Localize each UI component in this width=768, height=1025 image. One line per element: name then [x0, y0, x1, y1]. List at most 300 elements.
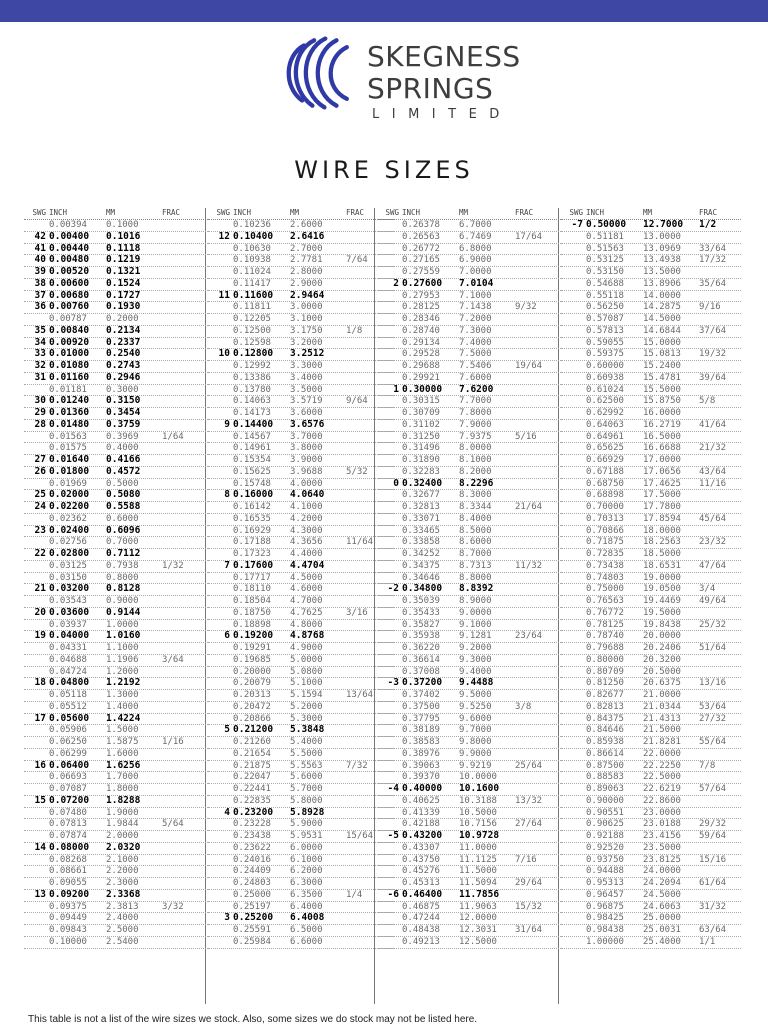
frac-cell: 39/64 — [699, 372, 727, 383]
inch-cell: 0.13780 — [233, 384, 271, 395]
table-row — [561, 291, 741, 303]
inch-cell: 0.10236 — [233, 220, 271, 230]
inch-cell: 0.02400 — [49, 524, 90, 536]
mm-cell: 8.8000 — [459, 572, 492, 583]
mm-cell: 23.8125 — [643, 854, 681, 865]
mm-cell: 5.3848 — [290, 724, 325, 736]
inch-cell: 0.59055 — [586, 337, 624, 348]
swg-cell: 40 — [34, 254, 46, 266]
inch-cell: 0.18750 — [233, 607, 271, 618]
swg-cell: 42 — [34, 230, 46, 242]
inch-cell: 0.78125 — [586, 619, 624, 630]
inch-cell: 0.88583 — [586, 772, 624, 783]
inch-cell: 0.12598 — [233, 337, 271, 348]
mm-cell: 0.1016 — [106, 230, 141, 242]
mm-cell: 1.1000 — [106, 643, 139, 653]
mm-cell: 8.6000 — [459, 537, 492, 548]
inch-cell: 0.07087 — [49, 784, 87, 794]
inch-cell: 0.43200 — [402, 830, 443, 841]
table-row — [24, 373, 210, 385]
frac-cell: 27/32 — [699, 713, 727, 724]
mm-cell: 1.5875 — [106, 737, 139, 747]
table-row — [208, 925, 394, 937]
mm-cell: 0.3969 — [106, 431, 139, 442]
swg-cell: 26 — [34, 465, 46, 477]
mm-cell: 8.3000 — [459, 490, 492, 501]
inch-cell: 0.20866 — [233, 713, 271, 724]
frac-cell: 15/64 — [346, 831, 374, 841]
table-row — [561, 655, 741, 667]
mm-cell: 4.8000 — [290, 619, 323, 630]
table-row — [377, 714, 563, 726]
inch-cell: 0.06250 — [49, 737, 87, 747]
table-row — [377, 349, 563, 361]
table-row — [208, 819, 394, 831]
mm-cell: 19.0000 — [643, 572, 681, 583]
table-row — [24, 702, 210, 714]
inch-cell: 0.02362 — [49, 513, 87, 524]
frac-cell: 45/64 — [699, 513, 727, 524]
mm-cell: 6.9000 — [459, 255, 492, 266]
inch-cell: 0.16000 — [233, 489, 274, 501]
inch-cell: 0.64961 — [586, 431, 624, 442]
mm-cell: 1.0160 — [106, 630, 141, 642]
mm-cell: 1.6000 — [106, 748, 139, 759]
mm-cell: 0.1321 — [106, 266, 141, 277]
inch-cell: 0.02200 — [49, 501, 90, 512]
mm-cell: 4.3000 — [290, 525, 323, 536]
table-row — [561, 526, 741, 538]
inch-cell: 0.37795 — [402, 713, 440, 724]
inch-cell: 0.40000 — [402, 783, 443, 794]
table-row — [377, 561, 563, 573]
inch-cell: 0.21260 — [233, 737, 271, 747]
header-mm: MM — [106, 208, 116, 217]
table-row — [24, 725, 210, 737]
inch-cell: 0.28740 — [402, 325, 440, 336]
mm-cell: 9.2000 — [459, 643, 492, 653]
mm-cell: 9.9000 — [459, 748, 492, 759]
table-row — [377, 796, 563, 808]
mm-cell: 13.4938 — [643, 255, 681, 266]
mm-cell: 8.7313 — [459, 560, 492, 571]
mm-cell: 3.7000 — [290, 431, 323, 442]
inch-cell: 0.70313 — [586, 513, 624, 524]
mm-cell: 8.3344 — [459, 502, 492, 512]
swg-cell: 2 — [393, 277, 399, 289]
table-row — [561, 279, 741, 291]
table-row — [208, 784, 394, 796]
mm-cell: 3.6576 — [290, 418, 325, 430]
inch-cell: 0.28346 — [402, 314, 440, 324]
inch-cell: 0.14400 — [233, 418, 274, 430]
table-row — [561, 831, 741, 843]
mm-cell: 0.2540 — [106, 348, 141, 360]
table-row — [561, 643, 741, 655]
table-row — [208, 255, 394, 267]
header-inch: INCH — [586, 208, 605, 217]
inch-cell: 0.36614 — [402, 654, 440, 665]
table-row — [377, 455, 563, 467]
inch-cell: 0.23438 — [233, 831, 271, 841]
mm-cell: 20.2406 — [643, 643, 681, 653]
wire-table-column — [561, 208, 741, 1004]
mm-cell: 6.4008 — [290, 912, 325, 924]
inch-cell: 0.12205 — [233, 314, 271, 324]
inch-cell: 0.00840 — [49, 324, 90, 336]
mm-cell: 18.2563 — [643, 537, 681, 548]
table-row — [377, 749, 563, 761]
inch-cell: 0.76772 — [586, 607, 624, 618]
table-row — [24, 314, 210, 326]
frac-cell: 41/64 — [699, 419, 727, 430]
mm-cell: 11.5000 — [459, 866, 497, 877]
mm-cell: 6.4000 — [290, 901, 323, 912]
inch-cell: 0.00400 — [49, 230, 90, 242]
brand-line-3: LIMITED — [372, 107, 512, 122]
table-row — [561, 314, 741, 326]
table-row — [377, 890, 563, 902]
inch-cell: 0.47244 — [402, 913, 440, 924]
inch-cell: 0.14173 — [233, 408, 271, 418]
mm-cell: 10.1600 — [459, 783, 500, 794]
mm-cell: 1.9000 — [106, 807, 139, 818]
inch-cell: 0.61024 — [586, 384, 624, 395]
table-row — [377, 866, 563, 878]
mm-cell: 24.6063 — [643, 901, 681, 912]
mm-cell: 3.4000 — [290, 372, 323, 383]
inch-cell: 0.75000 — [586, 584, 624, 595]
table-row — [561, 843, 741, 855]
mm-cell: 6.0000 — [290, 842, 323, 853]
inch-cell: 0.00394 — [49, 220, 87, 230]
inch-cell: 0.00760 — [49, 301, 90, 313]
table-row — [377, 220, 563, 232]
table-row — [561, 573, 741, 585]
inch-cell: 0.26563 — [402, 231, 440, 242]
inch-cell: 0.81250 — [586, 678, 624, 689]
inch-cell: 0.11600 — [233, 289, 274, 301]
mm-cell: 16.6688 — [643, 443, 681, 454]
mm-cell: 19.4469 — [643, 596, 681, 606]
inch-cell: 0.35827 — [402, 619, 440, 630]
mm-cell: 4.5000 — [290, 572, 323, 583]
inch-cell: 0.31496 — [402, 443, 440, 454]
table-row — [561, 913, 741, 925]
mm-cell: 7.7000 — [459, 396, 492, 407]
mm-cell: 4.3656 — [290, 537, 323, 548]
mm-cell: 2.0000 — [106, 831, 139, 841]
inch-cell: 0.37402 — [402, 690, 440, 700]
mm-cell: 15.0000 — [643, 337, 681, 348]
table-row — [377, 396, 563, 408]
table-row — [208, 690, 394, 702]
mm-cell: 6.7000 — [459, 220, 492, 230]
mm-cell: 20.6375 — [643, 678, 681, 689]
swg-cell: 11 — [218, 289, 230, 301]
mm-cell: 9.3000 — [459, 654, 492, 665]
mm-cell: 20.0000 — [643, 631, 681, 642]
table-row — [208, 596, 394, 608]
table-row — [208, 361, 394, 373]
inch-cell: 0.01575 — [49, 443, 87, 454]
inch-cell: 0.20000 — [233, 666, 271, 677]
table-row — [561, 255, 741, 267]
mm-cell: 2.9464 — [290, 289, 325, 301]
mm-cell: 9.7000 — [459, 725, 492, 736]
mm-cell: 17.0656 — [643, 466, 681, 477]
inch-cell: 0.35938 — [402, 631, 440, 642]
mm-cell: 2.9000 — [290, 278, 323, 289]
table-row — [561, 420, 741, 432]
inch-cell: 0.25197 — [233, 901, 271, 912]
wire-table-column — [377, 208, 563, 1004]
table-row — [24, 761, 210, 773]
frac-cell: 3/64 — [162, 654, 184, 665]
table-row — [377, 620, 563, 632]
table-row — [208, 937, 394, 949]
mm-cell: 4.6000 — [290, 584, 323, 595]
inch-cell: 0.14961 — [233, 443, 271, 454]
inch-cell: 0.23622 — [233, 842, 271, 853]
inch-cell: 0.07874 — [49, 831, 87, 841]
inch-cell: 0.03200 — [49, 583, 90, 595]
inch-cell: 0.04800 — [49, 677, 90, 689]
mm-cell: 13.0969 — [643, 243, 681, 254]
inch-cell: 0.01563 — [49, 431, 87, 442]
inch-cell: 0.07200 — [49, 794, 90, 806]
inch-cell: 0.23200 — [233, 806, 274, 818]
mm-cell: 6.1000 — [290, 854, 323, 865]
mm-cell: 6.8000 — [459, 243, 492, 254]
inch-cell: 0.68898 — [586, 490, 624, 501]
mm-cell: 15.2400 — [643, 361, 681, 371]
inch-cell: 0.08661 — [49, 866, 87, 877]
inch-cell: 0.40625 — [402, 795, 440, 806]
inch-cell: 0.51181 — [586, 231, 624, 242]
frac-cell: 61/64 — [699, 878, 727, 888]
table-row — [561, 220, 741, 232]
mm-cell: 2.7000 — [290, 243, 323, 254]
inch-cell: 0.12800 — [233, 348, 274, 360]
table-row — [208, 843, 394, 855]
mm-cell: 1.0000 — [106, 619, 139, 630]
mm-cell: 7.9000 — [459, 419, 492, 430]
mm-cell: 12.7000 — [643, 219, 684, 230]
frac-cell: 9/32 — [515, 302, 537, 313]
table-row — [561, 937, 741, 949]
mm-cell: 23.4156 — [643, 831, 681, 841]
table-row — [561, 737, 741, 749]
inch-cell: 0.21875 — [233, 760, 271, 771]
inch-cell: 0.09843 — [49, 925, 87, 935]
frac-cell: 5/64 — [162, 819, 184, 830]
table-row — [561, 232, 741, 244]
inch-cell: 0.82813 — [586, 701, 624, 712]
table-row — [561, 514, 741, 526]
inch-cell: 0.59375 — [586, 349, 624, 360]
mm-cell: 9.0000 — [459, 607, 492, 618]
inch-cell: 0.92188 — [586, 831, 624, 841]
swg-cell: 37 — [34, 289, 46, 301]
table-row — [24, 749, 210, 761]
frac-cell: 29/64 — [515, 878, 543, 888]
mm-cell: 3.2000 — [290, 337, 323, 348]
mm-cell: 5.9531 — [290, 831, 323, 841]
mm-cell: 22.6219 — [643, 784, 681, 794]
frac-cell: 57/64 — [699, 784, 727, 794]
swg-cell: 18 — [34, 677, 46, 689]
inch-cell: 0.34646 — [402, 572, 440, 583]
frac-cell: 25/32 — [699, 619, 727, 630]
table-row — [208, 878, 394, 890]
inch-cell: 0.00680 — [49, 289, 90, 301]
mm-cell: 24.5000 — [643, 889, 681, 900]
inch-cell: 0.37500 — [402, 701, 440, 712]
table-row — [208, 831, 394, 843]
mm-cell: 0.4000 — [106, 443, 139, 454]
table-row — [377, 878, 563, 890]
table-row — [561, 408, 741, 420]
frac-cell: 1/32 — [162, 560, 184, 571]
inch-cell: 0.01160 — [49, 371, 90, 383]
inch-cell: 0.68750 — [586, 478, 624, 489]
table-row — [377, 526, 563, 538]
mm-cell: 4.9000 — [290, 643, 323, 653]
table-row — [561, 373, 741, 385]
table-row — [208, 796, 394, 808]
mm-cell: 7.5000 — [459, 349, 492, 360]
inch-cell: 0.38189 — [402, 725, 440, 736]
mm-cell: 15.8750 — [643, 396, 681, 407]
mm-cell: 5.7000 — [290, 784, 323, 794]
inch-cell: 0.48438 — [402, 925, 440, 935]
inch-cell: 0.82677 — [586, 690, 624, 700]
inch-cell: 0.05906 — [49, 725, 87, 736]
table-row — [561, 267, 741, 279]
frac-cell: 63/64 — [699, 925, 727, 935]
frac-cell: 33/64 — [699, 243, 727, 254]
mm-cell: 0.9144 — [106, 606, 141, 618]
table-row — [24, 690, 210, 702]
inch-cell: 0.15625 — [233, 466, 271, 477]
table-row — [208, 584, 394, 596]
inch-cell: 0.09200 — [49, 888, 90, 900]
table-row — [377, 843, 563, 855]
inch-cell: 0.15354 — [233, 455, 271, 465]
frac-cell: 35/64 — [699, 278, 727, 289]
mm-cell: 8.5000 — [459, 525, 492, 536]
inch-cell: 0.39370 — [402, 772, 440, 783]
inch-cell: 0.27600 — [402, 277, 443, 289]
frac-cell: 13/32 — [515, 795, 543, 806]
mm-cell: 9.8000 — [459, 737, 492, 747]
table-row — [377, 432, 563, 444]
table-row — [561, 749, 741, 761]
frac-cell: 53/64 — [699, 701, 727, 712]
mm-cell: 21.0344 — [643, 701, 681, 712]
mm-cell: 10.0000 — [459, 772, 497, 783]
table-row — [24, 714, 210, 726]
swg-cell: 17 — [34, 712, 46, 724]
frac-cell: 11/32 — [515, 560, 543, 571]
table-row — [561, 432, 741, 444]
table-row — [377, 514, 563, 526]
mm-cell: 4.0640 — [290, 489, 325, 501]
inch-cell: 0.25984 — [233, 936, 271, 947]
table-row — [377, 267, 563, 279]
inch-cell: 1.00000 — [586, 936, 624, 947]
table-row — [24, 902, 210, 914]
frac-cell: 31/64 — [515, 925, 543, 935]
inch-cell: 0.26772 — [402, 243, 440, 254]
swg-cell: 16 — [34, 759, 46, 771]
table-row — [208, 890, 394, 902]
mm-cell: 2.3368 — [106, 888, 141, 900]
swg-cell: 34 — [34, 336, 46, 348]
mm-cell: 7.6200 — [459, 383, 494, 395]
mm-cell: 2.2000 — [106, 866, 139, 877]
frac-cell: 1/64 — [162, 431, 184, 442]
mm-cell: 0.8000 — [106, 572, 139, 583]
table-row — [561, 537, 741, 549]
swg-cell: 41 — [34, 242, 46, 254]
table-row — [208, 749, 394, 761]
wire-table-column — [208, 208, 394, 1004]
mm-cell: 19.8438 — [643, 619, 681, 630]
inch-cell: 0.96457 — [586, 889, 624, 900]
table-row — [24, 302, 210, 314]
table-row — [377, 232, 563, 244]
mm-cell: 0.6000 — [106, 513, 139, 524]
swg-cell: 1 — [393, 383, 399, 395]
inch-cell: 0.01360 — [49, 407, 90, 418]
table-row — [24, 526, 210, 538]
table-row — [377, 808, 563, 820]
mm-cell: 2.7781 — [290, 255, 323, 266]
mm-cell: 17.8594 — [643, 513, 681, 524]
inch-cell: 0.10000 — [49, 936, 87, 947]
swg-cell: 0 — [393, 477, 399, 489]
inch-cell: 0.43307 — [402, 842, 440, 853]
mm-cell: 9.5250 — [459, 701, 492, 712]
mm-cell: 5.0800 — [290, 666, 323, 677]
mm-cell: 2.0320 — [106, 841, 141, 853]
inch-cell: 0.71875 — [586, 537, 624, 548]
frac-cell: 9/16 — [699, 302, 721, 313]
mm-cell: 0.1524 — [106, 277, 141, 289]
inch-cell: 0.01080 — [49, 360, 90, 371]
mm-cell: 3.9688 — [290, 466, 323, 477]
mm-cell: 6.2000 — [290, 866, 323, 877]
frac-cell: 21/64 — [515, 502, 543, 512]
mm-cell: 8.4000 — [459, 513, 492, 524]
mm-cell: 0.5000 — [106, 478, 139, 489]
table-row — [377, 584, 563, 596]
table-row — [377, 725, 563, 737]
inch-cell: 0.02000 — [49, 489, 90, 501]
mm-cell: 8.2000 — [459, 466, 492, 477]
inch-cell: 0.01181 — [49, 384, 87, 395]
mm-cell: 5.9000 — [290, 819, 323, 830]
inch-cell: 0.22047 — [233, 772, 271, 783]
inch-cell: 0.33858 — [402, 537, 440, 548]
mm-cell: 18.5000 — [643, 549, 681, 559]
mm-cell: 17.4625 — [643, 478, 681, 489]
mm-cell: 1.4000 — [106, 701, 139, 712]
inch-cell: 0.19200 — [233, 630, 274, 642]
inch-cell: 0.00520 — [49, 266, 90, 277]
